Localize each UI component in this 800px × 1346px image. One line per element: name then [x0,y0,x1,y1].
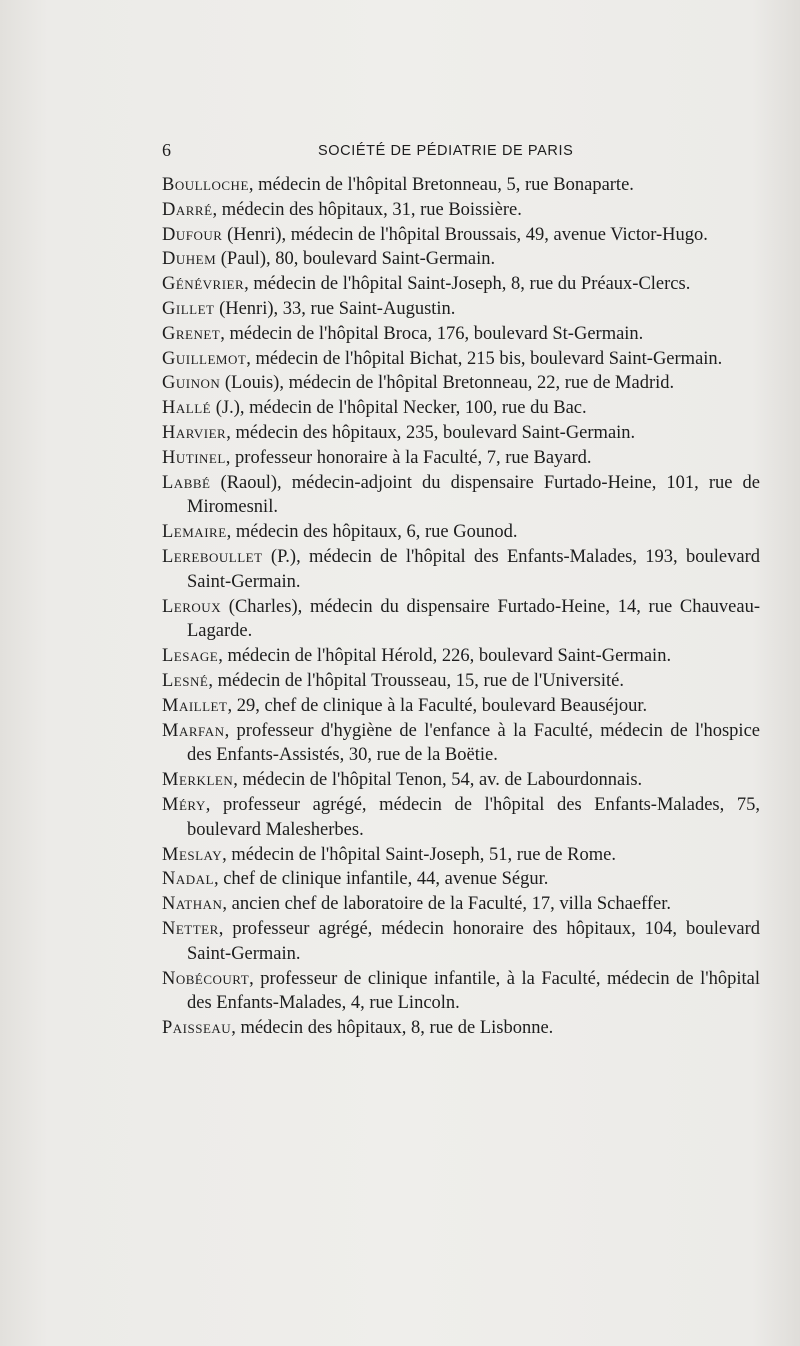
member-name: Guinon [162,373,221,394]
member-name: Merklen [162,770,234,791]
member-details: , médecin de l'hôpital Bichat, 215 bis, boulevard Saint-Germain. [246,348,723,369]
list-item [162,223,760,248]
list-item [162,471,760,521]
member-details: (Paul), 80, boulevard Saint-Germain. [216,249,496,270]
list-item [162,719,760,769]
member-name: Gillet [162,298,215,319]
list-item [162,595,760,645]
member-details: , médecin de l'hôpital Broca, 176, boulevard St-Germain. [220,323,644,344]
member-details: , professeur agrégé, médecin de l'hôpital des Enfants-Malades, 75, boulevard Malesherbes. [187,794,760,840]
member-details: , ancien chef de laboratoire de la Faculté, 17, villa Schaeffer. [222,894,672,915]
list-item [162,421,760,446]
page-number: 6 [162,140,171,160]
list-item [162,843,760,868]
list-item [162,396,760,421]
member-name: Darré [162,199,213,220]
list-item [162,768,760,793]
member-details: , professeur de clinique infantile, à la Faculté, médecin de l'hôpital des Enfants-Malades, 4, rue Lincoln. [187,968,760,1014]
member-details: (Henri), médecin de l'hôpital Broussais, 49, avenue Victor-Hugo. [222,224,708,245]
member-name: Hutinel [162,447,226,468]
member-details: (J.), médecin de l'hôpital Necker, 100, rue du Bac. [211,398,587,419]
member-details: , médecin de l'hôpital Saint-Joseph, 8, rue du Préaux-Clercs. [244,274,691,295]
member-name: Méry [162,794,206,815]
member-name: Dufour [162,224,223,245]
member-details: , professeur agrégé, médecin honoraire des hôpitaux, 104, boulevard Saint-Germain. [187,918,760,964]
member-list [162,173,760,1041]
list-item [162,371,760,396]
list-item [162,644,760,669]
member-details: , professeur d'hygiène de l'enfance à la Faculté, médecin de l'hospice des Enfants-Assistés, 30, rue de la Boëtie. [187,720,760,766]
member-details: , 29, chef de clinique à la Faculté, boulevard Beauséjour. [227,695,648,716]
list-item [162,173,760,198]
list-item [162,322,760,347]
list-item [162,694,760,719]
member-details: , chef de clinique infantile, 44, avenue Ségur. [213,869,549,890]
list-item [162,967,760,1017]
member-name: Nadal [162,869,214,890]
member-name: Leroux [162,596,222,617]
member-name: Labbé [162,472,211,493]
member-name: Maillet [162,695,228,716]
member-name: Lemaire [162,522,227,543]
list-item [162,793,760,843]
member-name: Netter [162,918,219,939]
member-name: Paisseau [162,1018,232,1039]
member-name: Hallé [162,398,212,419]
list-item [162,545,760,595]
list-item [162,247,760,272]
member-name: Meslay [162,844,223,865]
member-name: Nathan [162,894,223,915]
member-details: , médecin des hôpitaux, 235, boulevard Saint-Germain. [226,422,636,443]
list-item [162,520,760,545]
list-item [162,272,760,297]
member-details: (Louis), médecin de l'hôpital Bretonneau, 22, rue de Madrid. [220,373,675,394]
member-name: Duhem [162,249,217,270]
member-name: Boulloche [162,175,249,195]
list-item [162,347,760,372]
member-name: Guillemot [162,348,247,369]
member-name: Lesage [162,646,219,667]
list-item [162,867,760,892]
member-name: Génévrier [162,274,245,295]
member-details: , médecin des hôpitaux, 6, rue Gounod. [226,522,518,543]
list-item [162,669,760,694]
member-name: Harvier [162,422,227,443]
member-details: (Charles), médecin du dispensaire Furtado-Heine, 14, rue Chauveau-Lagarde. [187,596,760,642]
member-details: (Raoul), médecin-adjoint du dispensaire Furtado-Heine, 101, rue de Miromesnil. [187,472,760,518]
list-item [162,892,760,917]
member-details: , médecin de l'hôpital Tenon, 54, av. de Labourdonnais. [233,770,643,791]
member-details: , médecin des hôpitaux, 31, rue Boissière. [212,199,522,220]
list-item [162,297,760,322]
member-name: Lereboullet [162,546,263,567]
member-name: Lesné [162,670,209,691]
list-item [162,446,760,471]
page-header [162,140,762,164]
member-name: Marfan [162,720,225,741]
list-item [162,198,760,223]
member-details: , médecin de l'hôpital Bretonneau, 5, rue Bonaparte. [248,175,634,195]
member-details: (P.), médecin de l'hôpital des Enfants-Malades, 193, boulevard Saint-Germain. [187,546,760,592]
member-details: , médecin de l'hôpital Saint-Joseph, 51, rue de Rome. [222,844,616,865]
member-details: , professeur honoraire à la Faculté, 7, rue Bayard. [225,447,592,468]
member-name: Nobécourt [162,968,250,989]
list-item [162,917,760,967]
member-details: , médecin des hôpitaux, 8, rue de Lisbonne. [231,1018,554,1039]
list-item [162,1016,760,1041]
running-title: SOCIÉTÉ DE PÉDIATRIE DE PARIS [318,143,574,159]
member-details: (Henri), 33, rue Saint-Augustin. [214,298,456,319]
member-details: , médecin de l'hôpital Trousseau, 15, rue de l'Université. [208,670,624,691]
member-name: Grenet [162,323,221,344]
member-details: , médecin de l'hôpital Hérold, 226, boulevard Saint-Germain. [218,646,672,667]
